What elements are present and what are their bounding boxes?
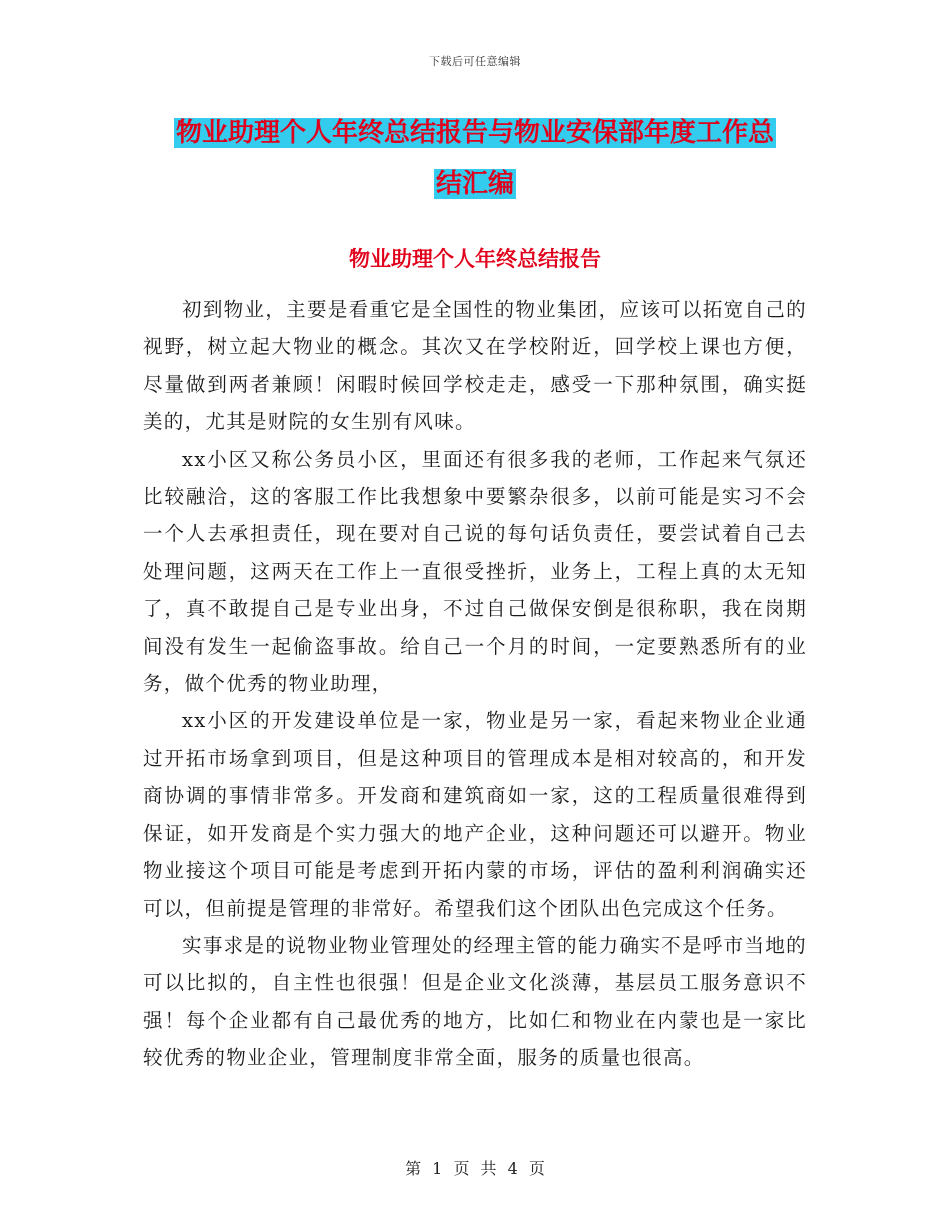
document-title bbox=[0, 108, 950, 210]
document-title-line-1 bbox=[0, 108, 950, 159]
document-title-line-2 bbox=[0, 159, 950, 210]
paragraph: xx小区的开发建设单位是一家，物业是另一家，看起来物业企业通过开拓市场拿到项目，但是这种项目的管理成本是相对较高的，和开发商协调的事情非常多。开发商和建筑商如一家，这的工程质量很难得到保证，如开发商是个实力强大的地产企业，这种问题还可以避开。物业物业接这个项目可能是考虑到开拓内蒙的市场，评估的盈利利润确实还可以，但前提是管理的非常好。希望我们这个团队出色完成这个任务。 bbox=[143, 709, 807, 920]
paragraph: xx小区又称公务员小区，里面还有很多我的老师，工作起来气氛还比较融洽，这的客服工作比我想象中要繁杂很多，以前可能是实习不会一个人去承担责任，现在要对自己说的每句话负责任，要尝试着自己去处理问题，这两天在工作上一直很受挫折，业务上，工程上真的太无知了，真不敢提自己是专业出身，不过自己做保安倒是很称职，我在岗期间没有发生一起偷盗事故。给自己一个月的时间，一定要熟悉所有的业务，做个优秀的物业助理， bbox=[143, 447, 807, 696]
page-footer: 第 1 页 共 4 页 bbox=[405, 1159, 545, 1178]
section-title: 物业助理个人年终总结报告 bbox=[349, 246, 601, 271]
paragraph: 初到物业，主要是看重它是全国性的物业集团，应该可以拓宽自己的视野，树立起大物业的概念。其次又在学校附近，回学校上课也方便，尽量做到两者兼顾！闲暇时候回学校走走，感受一下那种氛围，确实挺美的，尤其是财院的女生别有风味。 bbox=[143, 298, 807, 434]
paragraph: 实事求是的说物业物业管理处的经理主管的能力确实不是呼市当地的可以比拟的，自主性也很强！但是企业文化淡薄，基层员工服务意识不强！每个企业都有自己最优秀的地方，比如仁和物业在内蒙也是一家比较优秀的物业企业，管理制度非常全面，服务的质量也很高。 bbox=[143, 933, 807, 1070]
title-highlight-line-1: 物业助理个人年终总结报告与物业安保部年度工作总 bbox=[175, 118, 774, 148]
header-note: 下载后可任意编辑 bbox=[429, 55, 521, 68]
body-text bbox=[143, 291, 807, 1077]
title-highlight-line-2: 结汇编 bbox=[435, 169, 514, 199]
